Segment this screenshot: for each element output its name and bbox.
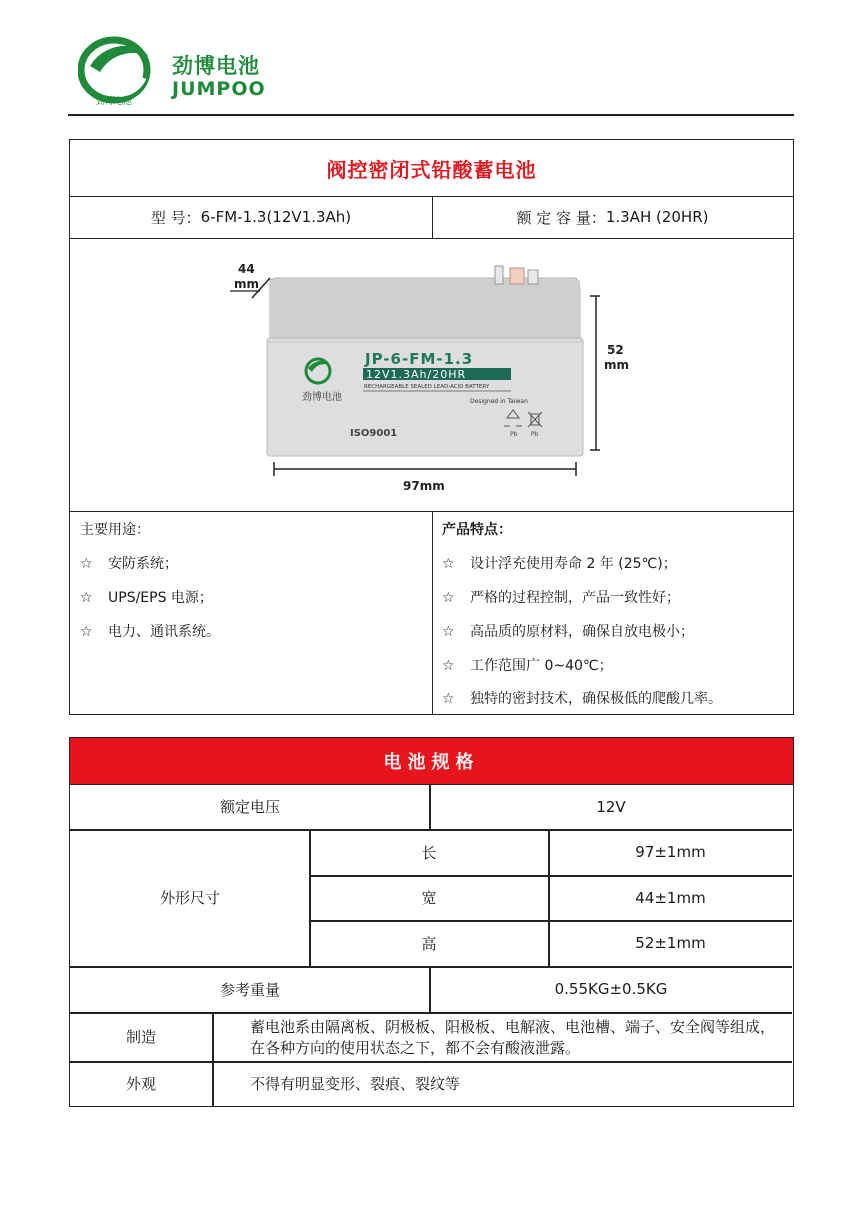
length-value: 97±1mm (635, 843, 706, 861)
make-value: 蓄电池系由隔离板、阴极板、阳极板、电解液、电池槽、端子、安全阀等组成，在各种方向的使用状态之下，都不会有酸液泄露。 (250, 1018, 776, 1057)
look-label: 外观 (125, 1075, 156, 1093)
dim-height-value: 52 (607, 343, 624, 357)
voltage-value: 12V (596, 797, 626, 816)
star-icon: ☆ (80, 590, 93, 606)
model-value: 6-FM-1.3(12V1.3Ah) (200, 208, 352, 226)
battery-label-cn: 劲博电池 (302, 392, 342, 403)
uses-features-row (70, 511, 793, 714)
uses-heading: 主要用途： (80, 522, 150, 538)
star-icon: ☆ (80, 556, 93, 572)
length-label: 长 (421, 843, 437, 862)
width-label: 宽 (421, 889, 437, 907)
feature-item: ☆ 独特的密封技术，确保极低的爬酸几率。 (442, 691, 722, 707)
battery-lid (270, 280, 580, 338)
battery-label-model: JP-6-FM-1.3 (365, 350, 474, 368)
battery-label-desc: RECHARGEABLE SEALED LEAD-ACID BATTERY (364, 384, 490, 390)
height-label: 高 (421, 934, 437, 953)
weight-label: 参考重量 (219, 980, 280, 999)
star-icon: ☆ (442, 556, 455, 572)
uses-item: ☆ 安防系统； (80, 556, 178, 572)
star-icon: ☆ (442, 658, 455, 674)
battery-label-pb-2: Pb (531, 431, 539, 438)
model-label: 型 号： (150, 208, 201, 227)
model-cell (70, 196, 433, 238)
feature-item: ☆ 严格的过程控制，产品一致性好； (442, 590, 680, 606)
product-title: 阀控密闭式铅酸蓄电池 (70, 140, 793, 197)
dim-length: 97mm (403, 479, 445, 493)
battery-label-iso: ISO9001 (350, 428, 398, 439)
dim-width-value: 44 (238, 262, 255, 276)
star-icon: ☆ (442, 624, 455, 640)
specs-heading: 电池规格 (70, 738, 793, 785)
make-label: 制造 (125, 1028, 156, 1046)
capacity-cell (432, 196, 793, 238)
voltage-label: 额定电压 (219, 798, 280, 816)
battery-figure (70, 238, 792, 511)
jumpoo-logo-icon (78, 36, 156, 108)
battery-figure-row (70, 238, 793, 512)
star-icon: ☆ (80, 624, 93, 640)
features-heading: 产品特点： (442, 522, 512, 538)
look-value: 不得有明显变形、裂痕、裂纹等 (250, 1075, 461, 1093)
features-column (432, 511, 793, 714)
battery-label-rating: 12V1.3Ah/20HR (366, 368, 467, 381)
dim-width-unit: mm (234, 277, 260, 291)
feature-item: ☆ 设计浮充使用寿命 2 年 (25℃)； (442, 556, 677, 572)
feature-item: ☆ 工作范围广 0~40℃； (442, 658, 613, 674)
capacity-value: 1.3AH (20HR) (605, 208, 709, 226)
brand-name-cn: 劲博电池 (172, 54, 260, 78)
width-value: 44±1mm (635, 888, 706, 907)
uses-item: ☆ 电力、通讯系统。 (80, 624, 220, 640)
uses-item: ☆ UPS/EPS 电源； (80, 590, 213, 606)
brand-name-en: JUMPOO (172, 78, 266, 100)
battery-label-origin: Designed in Taiwan (470, 398, 528, 405)
page-header (0, 0, 860, 118)
feature-item: ☆ 高品质的原材料，确保自放电极小； (442, 624, 694, 640)
dim-height-unit: mm (604, 358, 630, 372)
logo-caption: 劲博电池 (95, 97, 133, 107)
product-table (69, 139, 794, 715)
weight-value: 0.55KG±0.5KG (554, 980, 668, 998)
header-divider (68, 114, 794, 116)
battery-label-pb-1: Pb (510, 431, 518, 438)
star-icon: ☆ (442, 590, 455, 606)
dims-label: 外形尺寸 (159, 889, 220, 907)
capacity-label: 额 定 容 量： (516, 208, 606, 227)
uses-column (70, 511, 433, 714)
specs-table (69, 737, 794, 1107)
star-icon: ☆ (442, 691, 455, 707)
model-capacity-row (70, 196, 793, 239)
height-value: 52±1mm (635, 934, 706, 952)
